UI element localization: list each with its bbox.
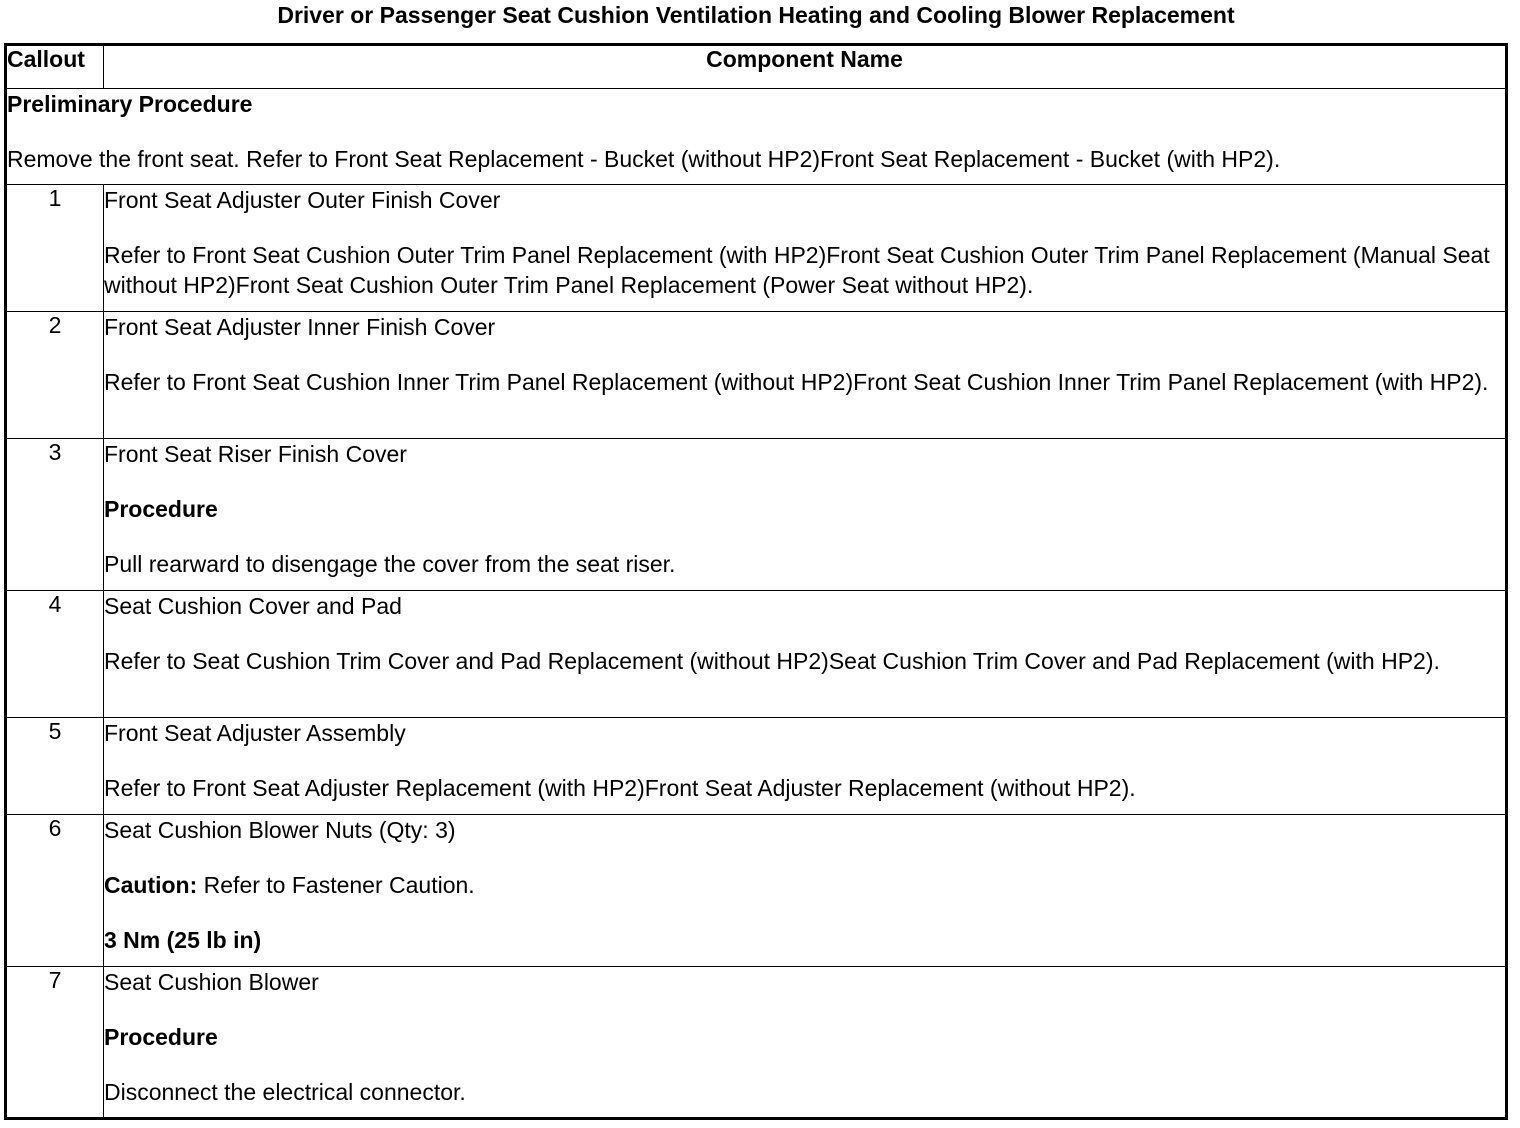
component-cell (104, 312, 1507, 439)
component-name: Front Seat Adjuster Outer Finish Cover (104, 187, 501, 213)
callout-number: 2 (6, 312, 104, 439)
preliminary-row (6, 89, 1507, 185)
component-detail: Refer to Seat Cushion Trim Cover and Pad Replacement (without HP2)Seat Cushion Trim Cover and Pad Replacement (with HP2). (104, 648, 1440, 674)
table-row (6, 439, 1507, 591)
table-row (6, 815, 1507, 967)
caution-note (104, 870, 1505, 900)
component-name: Seat Cushion Blower Nuts (Qty: 3) (104, 817, 456, 843)
component-name: Front Seat Adjuster Assembly (104, 720, 406, 746)
component-name: Seat Cushion Cover and Pad (104, 593, 402, 619)
component-detail: Disconnect the electrical connector. (104, 1079, 466, 1105)
table-row (6, 185, 1507, 312)
torque-spec: 3 Nm (25 lb in) (104, 927, 262, 953)
table-row (6, 718, 1507, 815)
component-detail: Refer to Front Seat Cushion Inner Trim Panel Replacement (without HP2)Front Seat Cushion Inner Trim Panel Replacement (with HP2). (104, 369, 1489, 395)
page-title: Driver or Passenger Seat Cushion Ventilation Heating and Cooling Blower Replacement (277, 2, 1235, 28)
callout-header: Callout (6, 45, 104, 89)
preliminary-heading: Preliminary Procedure (7, 91, 253, 117)
component-detail: Refer to Front Seat Adjuster Replacement (with HP2)Front Seat Adjuster Replacement (without HP2). (104, 775, 1136, 801)
caution-label: Caution: (104, 872, 198, 898)
component-detail: Refer to Front Seat Cushion Outer Trim Panel Replacement (with HP2)Front Seat Cushion Outer Trim Panel Replacement (Manual Seat without HP2)Front Seat Cushion Outer Trim Panel Replacement (Power Seat without HP2). (104, 242, 1490, 298)
component-cell (104, 718, 1507, 815)
callout-number: 7 (6, 967, 104, 1119)
table-row (6, 967, 1507, 1119)
component-cell (104, 815, 1507, 967)
component-name: Seat Cushion Blower (104, 969, 319, 995)
procedure-label: Procedure (104, 1024, 218, 1050)
component-cell (104, 967, 1507, 1119)
procedure-label: Procedure (104, 496, 218, 522)
component-cell (104, 591, 1507, 718)
component-detail: Pull rearward to disengage the cover from the seat riser. (104, 551, 676, 577)
preliminary-cell (6, 89, 1507, 185)
component-name: Front Seat Riser Finish Cover (104, 441, 407, 467)
table-row (6, 591, 1507, 718)
callout-number: 6 (6, 815, 104, 967)
component-name-header: Component Name (104, 45, 1507, 89)
component-name: Front Seat Adjuster Inner Finish Cover (104, 314, 496, 340)
callout-number: 4 (6, 591, 104, 718)
table-row (6, 312, 1507, 439)
callout-number: 1 (6, 185, 104, 312)
callout-number: 3 (6, 439, 104, 591)
component-cell (104, 439, 1507, 591)
preliminary-text: Remove the front seat. Refer to Front Seat Replacement - Bucket (without HP2)Front Seat Replacement - Bucket (with HP2). (7, 146, 1281, 172)
header-row (6, 45, 1507, 89)
component-table (4, 43, 1508, 1120)
caution-text: Refer to Fastener Caution. (197, 872, 475, 898)
component-cell (104, 185, 1507, 312)
callout-number: 5 (6, 718, 104, 815)
